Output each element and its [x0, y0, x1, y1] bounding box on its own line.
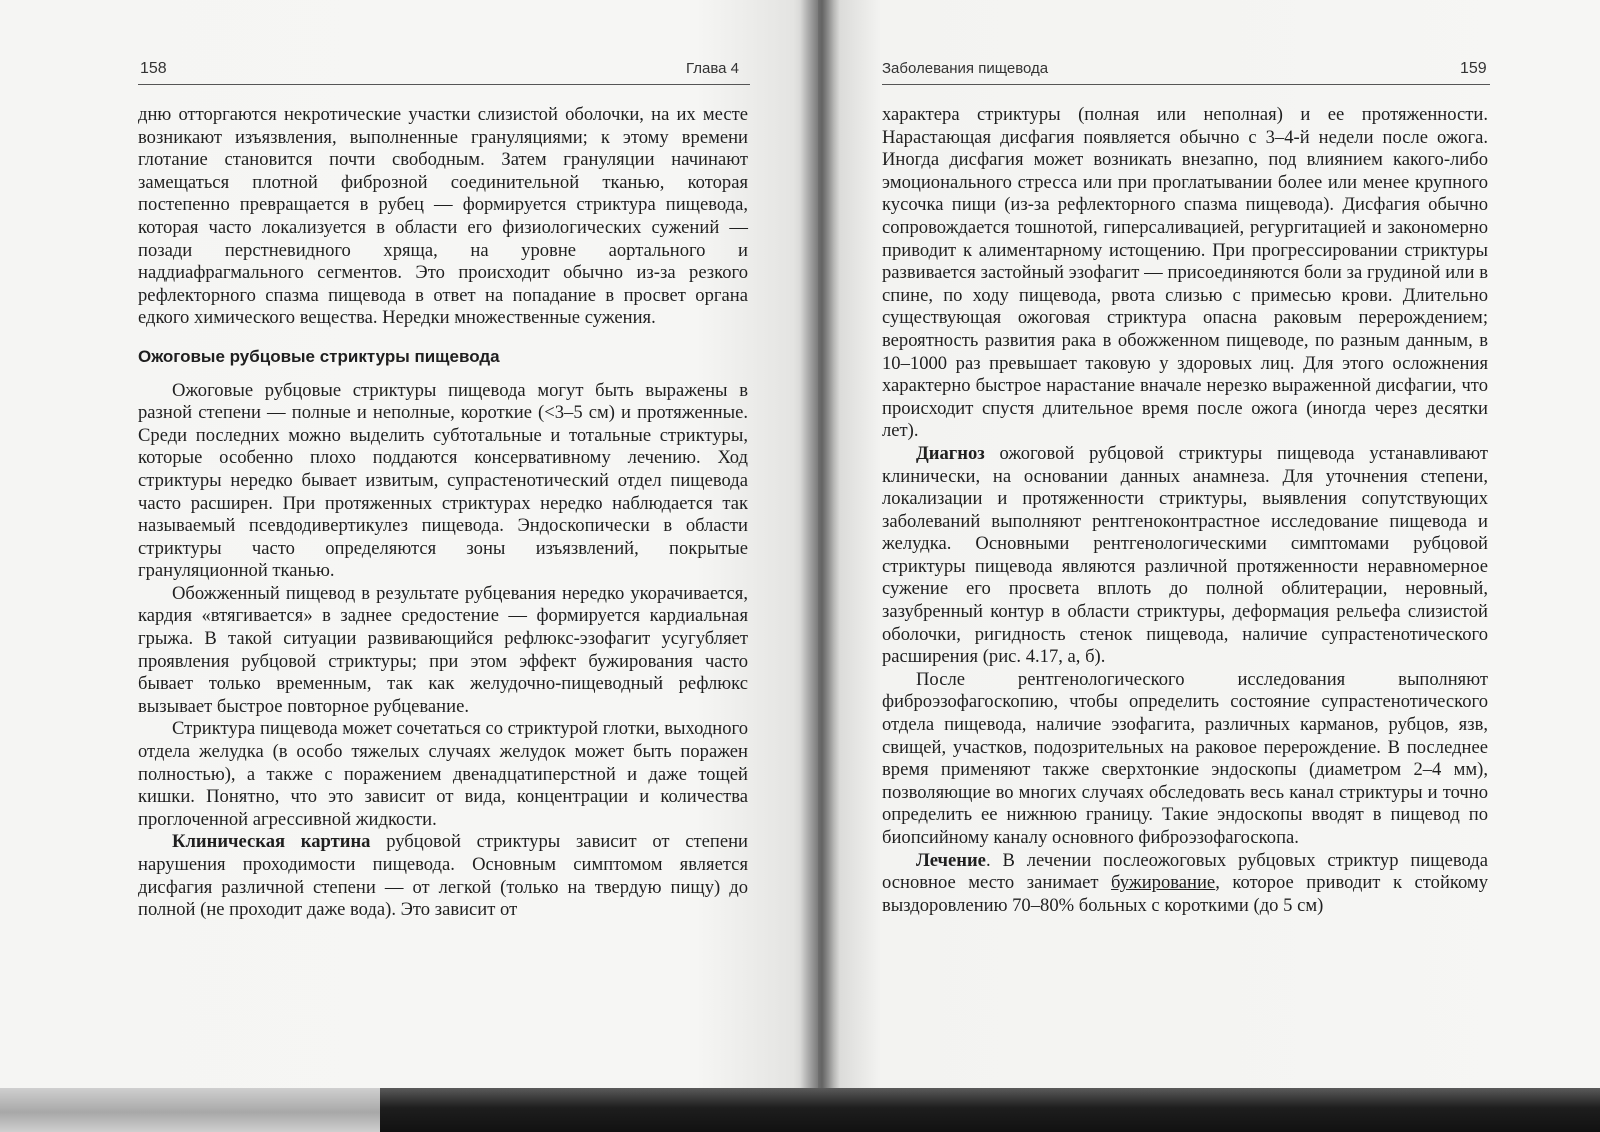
left-page — [0, 0, 818, 1100]
right-page-body — [882, 104, 1488, 917]
left-page-body — [138, 104, 748, 922]
paragraph: Ожоговые рубцовые стриктуры пищевода могут быть выражены в разной степени — полные и неполные, короткие (<3–5 см) и протяженные. Среди последних можно выделить субтотальные и тотальные стриктуры, которые особенно плохо поддаются консервативному лечению. Ход стриктуры нередко бывает извитым, супрастенотический отдел пищевода часто расширен. При протяженных стриктурах нередко наблюдается так называемый псевдодивертикулез пищевода. Эндоскопически в области стриктуры часто определяются зоны изъязвлений, покрытые грануляционной тканью. — [138, 379, 748, 582]
paragraph: дню отторгаются некротические участки слизистой оболочки, на их месте возникают изъязвления, выполненные грануляциями; к этому времени глотание становится почти свободным. Затем грануляции начинают замещаться плотной фиброзной соединительной тканью, которая постепенно превращается в рубец — формируется стриктура пищевода, которая часто локализуется в области его физиологических сужений — позади перстневидного хряща, на уровне аортального и наддиафрагмального сегментов. Это происходит обычно из-за резкого рефлекторного спазма пищевода в ответ на попадание в просвет органа едкого химического вещества. Нередки множественные сужения. — [138, 104, 748, 329]
term-bold: Клиническая картина — [172, 831, 371, 853]
paragraph-text: , которое приводит к стойкому выздоровлению 70–80% больных с короткими (до 5 см) — [882, 872, 1488, 916]
underlined-term: бужирование — [1111, 872, 1216, 894]
paragraph — [138, 831, 748, 921]
section-heading: Ожоговые рубцовые стриктуры пищевода — [138, 346, 500, 366]
page-number-right: 159 — [1460, 60, 1487, 77]
paragraph-text: рубцовой стриктуры зависит от степени нарушения проходимости пищевода. Основным симптомом является дисфагия различной степени — от легкой (только на твердую пищу) до полной (не проходит даже вода). Это зависит от — [138, 831, 748, 921]
book-gutter-shadow — [800, 0, 840, 1132]
paragraph-text: . В лечении послеожоговых рубцовых стриктур пищевода основное место занимает — [882, 849, 1488, 894]
right-page — [818, 0, 1600, 1100]
paragraph-text: ожоговой рубцовой стриктуры пищевода устанавливают клинически, на основании данных анамнеза. Для уточнения степени, локализации и протяженности стриктуры, выявления сопутствующих заболеваний выполняют рентгеноконтрастное исследование пищевода и желудка. Основными рентгенологическими симптомами рубцовой стриктуры пищевода являются различной протяженности неравномерное сужение его просвета вплоть до полной облитерации, неровный, зазубренный контур в области стриктуры, деформация рельефа слизистой оболочки, ригидность стенок пищевода, наличие супрастенотического расширения (рис. 4.17, а, б). — [882, 442, 1488, 668]
paragraph: Стриктура пищевода может сочетаться со стриктурой глотки, выходного отдела желудка (в особо тяжелых случаях желудок может быть поражен полностью), а также с поражением двенадцатиперстной и даже тощей кишки. Понятно, что это зависит от вида, концентрации и количества проглоченной агрессивной жидкости. — [138, 718, 748, 830]
paragraph: После рентгенологического исследования выполняют фиброэзофагоскопию, чтобы определить состояние супрастенотического отдела пищевода, наличие эзофагита, различных карманов, рубцов, язв, свищей, участков, подозрительных на раковое перерождение. В последнее время применяют также сверхтонкие эндоскопы (диаметром 2–4 мм), позволяющие во многих случаях обследовать весь канал стриктуры и точно определить ее нижнюю границу. Такие эндоскопы вводят в пищевод по биопсийному каналу основного фиброэзофагоскопа. — [882, 668, 1488, 848]
running-head-right: Заболевания пищевода — [882, 60, 1049, 77]
running-head-left: Глава 4 — [686, 60, 740, 77]
scan-bottom-edge — [0, 1088, 1600, 1132]
header-rule-left — [138, 84, 750, 85]
paragraph — [882, 443, 1488, 669]
term-bold: Диагноз — [916, 442, 985, 464]
page-number-left: 158 — [140, 60, 167, 77]
paragraph — [882, 850, 1488, 918]
header-rule-right — [882, 84, 1490, 85]
term-bold: Лечение — [916, 849, 986, 871]
paragraph: Обожженный пищевод в результате рубцевания нередко укорачивается, кардия «втягивается» в заднее средостение — формируется кардиальная грыжа. В такой ситуации развивающийся рефлюкс-эзофагит усугубляет проявления рубцовой стриктуры; при этом эффект бужирования часто бывает только временным, так как желудочно-пищеводный рефлюкс вызывает быстрое повторное рубцевание. — [138, 582, 748, 717]
paragraph: характера стриктуры (полная или неполная) и ее протяженности. Нарастающая дисфагия появляется обычно с 3–4-й недели после ожога. Иногда дисфагия может возникать внезапно, под влиянием какого-либо эмоционального стресса или при проглатывании более или менее крупного кусочка пищи (из-за рефлекторного спазма пищевода). Дисфагия обычно сопровождается тошнотой, гиперсаливацией, регургитацией и закономерно приводит к алиментарному истощению. При прогрессировании стриктуры развивается застойный эзофагит — присоединяются боли за грудиной или в спине, по ходу пищевода, рвота слизью с примесью крови. Длительно существующая ожоговая стриктура опасна раковым перерождением; вероятность развития рака в обожженном пищеводе, по разным данным, в 10–1000 раз превышает таковую у здоровых лиц. Для этого осложнения характерно быстрое нарастание вначале нерезко выраженной дисфагии, что происходит спустя длительное время после ожога (иногда через десятки лет). — [882, 104, 1488, 442]
